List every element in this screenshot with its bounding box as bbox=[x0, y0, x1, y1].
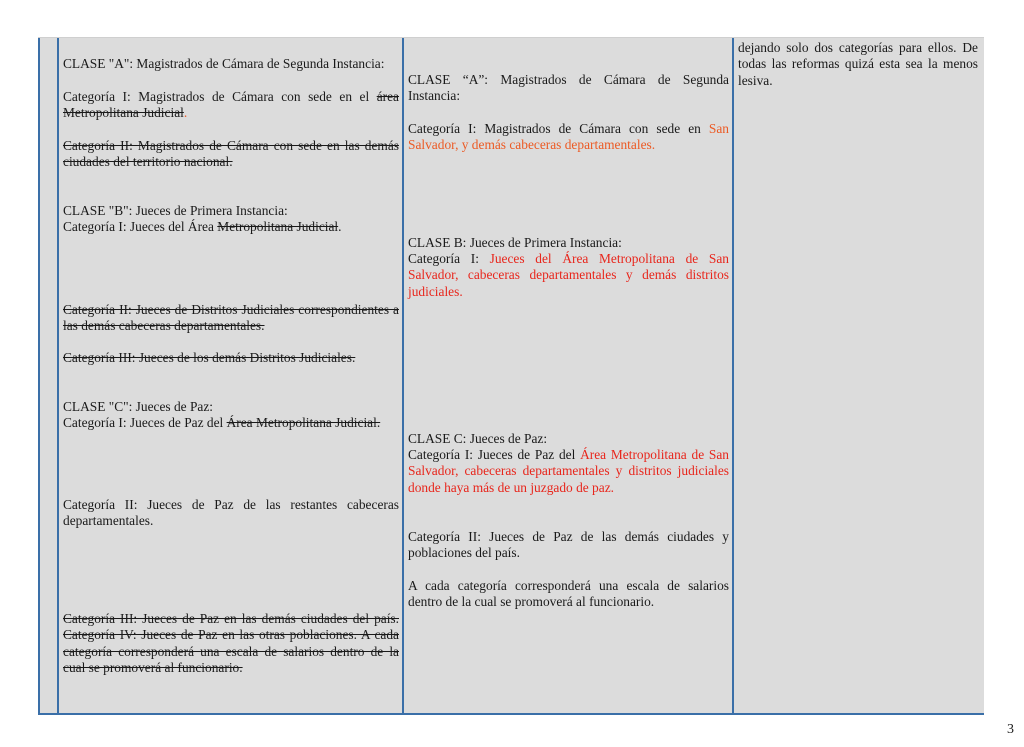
clase-c-categorias-3-4: Categoría III: Jueces de Paz en las demás ciudades del país. Categoría IV: Jueces de Paz en las otras poblaciones. A cada categoría corresponderá una escala de salarios dentro de la cual se promoverá al funcionario. bbox=[63, 611, 399, 675]
clase-a-categoria-2: Categoría II: Magistrados de Cámara con sede en las demás ciudades del territorio nacional. bbox=[63, 138, 399, 170]
escala-salarios: A cada categoría corresponderá una escala de salarios dentro de la cual se promoverá al funcionario. bbox=[408, 578, 729, 610]
column-reform-text bbox=[404, 38, 734, 713]
clase-b-heading: CLASE "B": Jueces de Primera Instancia: bbox=[63, 203, 288, 218]
clase-a-categoria-1: Categoría I: Magistrados de Cámara con sede en el área Metropolitana Judicial. bbox=[63, 89, 399, 121]
changed-text: Área Metropolitana de San Salvador, cabeceras departamentales y distritos judiciales donde haya más de un juzgado de paz. bbox=[408, 447, 729, 495]
struck-text: Área Metropolitana Judicial. bbox=[226, 415, 381, 430]
margin-column bbox=[38, 38, 59, 713]
changed-text: Jueces del Área Metropolitana de San Salvador, cabeceras departamentales y demás distritos judiciales. bbox=[408, 251, 729, 299]
struck-text: Metropolitana Judicial bbox=[217, 219, 339, 234]
changed-text: San Salvador, y demás cabeceras departamentales. bbox=[408, 121, 729, 153]
column-comments bbox=[734, 38, 984, 713]
clase-a-heading: CLASE "A": Magistrados de Cámara de Segunda Instancia: bbox=[63, 56, 385, 71]
column-original-text bbox=[59, 38, 404, 713]
clase-c-categoria-2: Categoría II: Jueces de Paz de las demás ciudades y poblaciones del país. bbox=[408, 529, 729, 561]
clase-c-categoria-1: Categoría I: Jueces de Paz del Área Metropolitana Judicial. bbox=[63, 415, 381, 430]
clase-a-categoria-1: Categoría I: Magistrados de Cámara con sede en San Salvador, y demás cabeceras departamentales. bbox=[408, 121, 729, 153]
clase-c-heading: CLASE "C": Jueces de Paz: bbox=[63, 399, 214, 414]
clase-b-categoria-1: Categoría I: Jueces del Área Metropolitana Judicial. bbox=[63, 219, 342, 234]
struck-text: área Metropolitana Judicial bbox=[63, 89, 399, 121]
comment-text: dejando solo dos categorías para ellos. De todas las reformas quizá esta sea la menos lesiva. bbox=[738, 40, 978, 88]
clase-c-categoria-1: Categoría I: Jueces de Paz del Área Metropolitana de San Salvador, cabeceras departamentales y distritos judiciales donde haya más de un juzgado de paz. bbox=[408, 447, 729, 495]
clase-a-heading: CLASE “A”: Magistrados de Cámara de Segunda Instancia: bbox=[408, 72, 729, 104]
clase-b-categoria-2: Categoría II: Jueces de Distritos Judiciales correspondientes a las demás cabeceras departamentales. bbox=[63, 302, 399, 334]
clase-c-categoria-2: Categoría II: Jueces de Paz de las restantes cabeceras departamentales. bbox=[63, 497, 399, 529]
comparison-table bbox=[38, 37, 984, 715]
clase-b-categoria-1: Categoría I: Jueces del Área Metropolitana de San Salvador, cabeceras departamentales y demás distritos judiciales. bbox=[408, 251, 729, 299]
clase-b-categoria-3: Categoría III: Jueces de los demás Distritos Judiciales. bbox=[63, 350, 356, 365]
clase-c-heading: CLASE C: Jueces de Paz: bbox=[408, 431, 548, 446]
clase-b-heading: CLASE B: Jueces de Primera Instancia: bbox=[408, 235, 622, 250]
page-number: 3 bbox=[1007, 722, 1014, 737]
